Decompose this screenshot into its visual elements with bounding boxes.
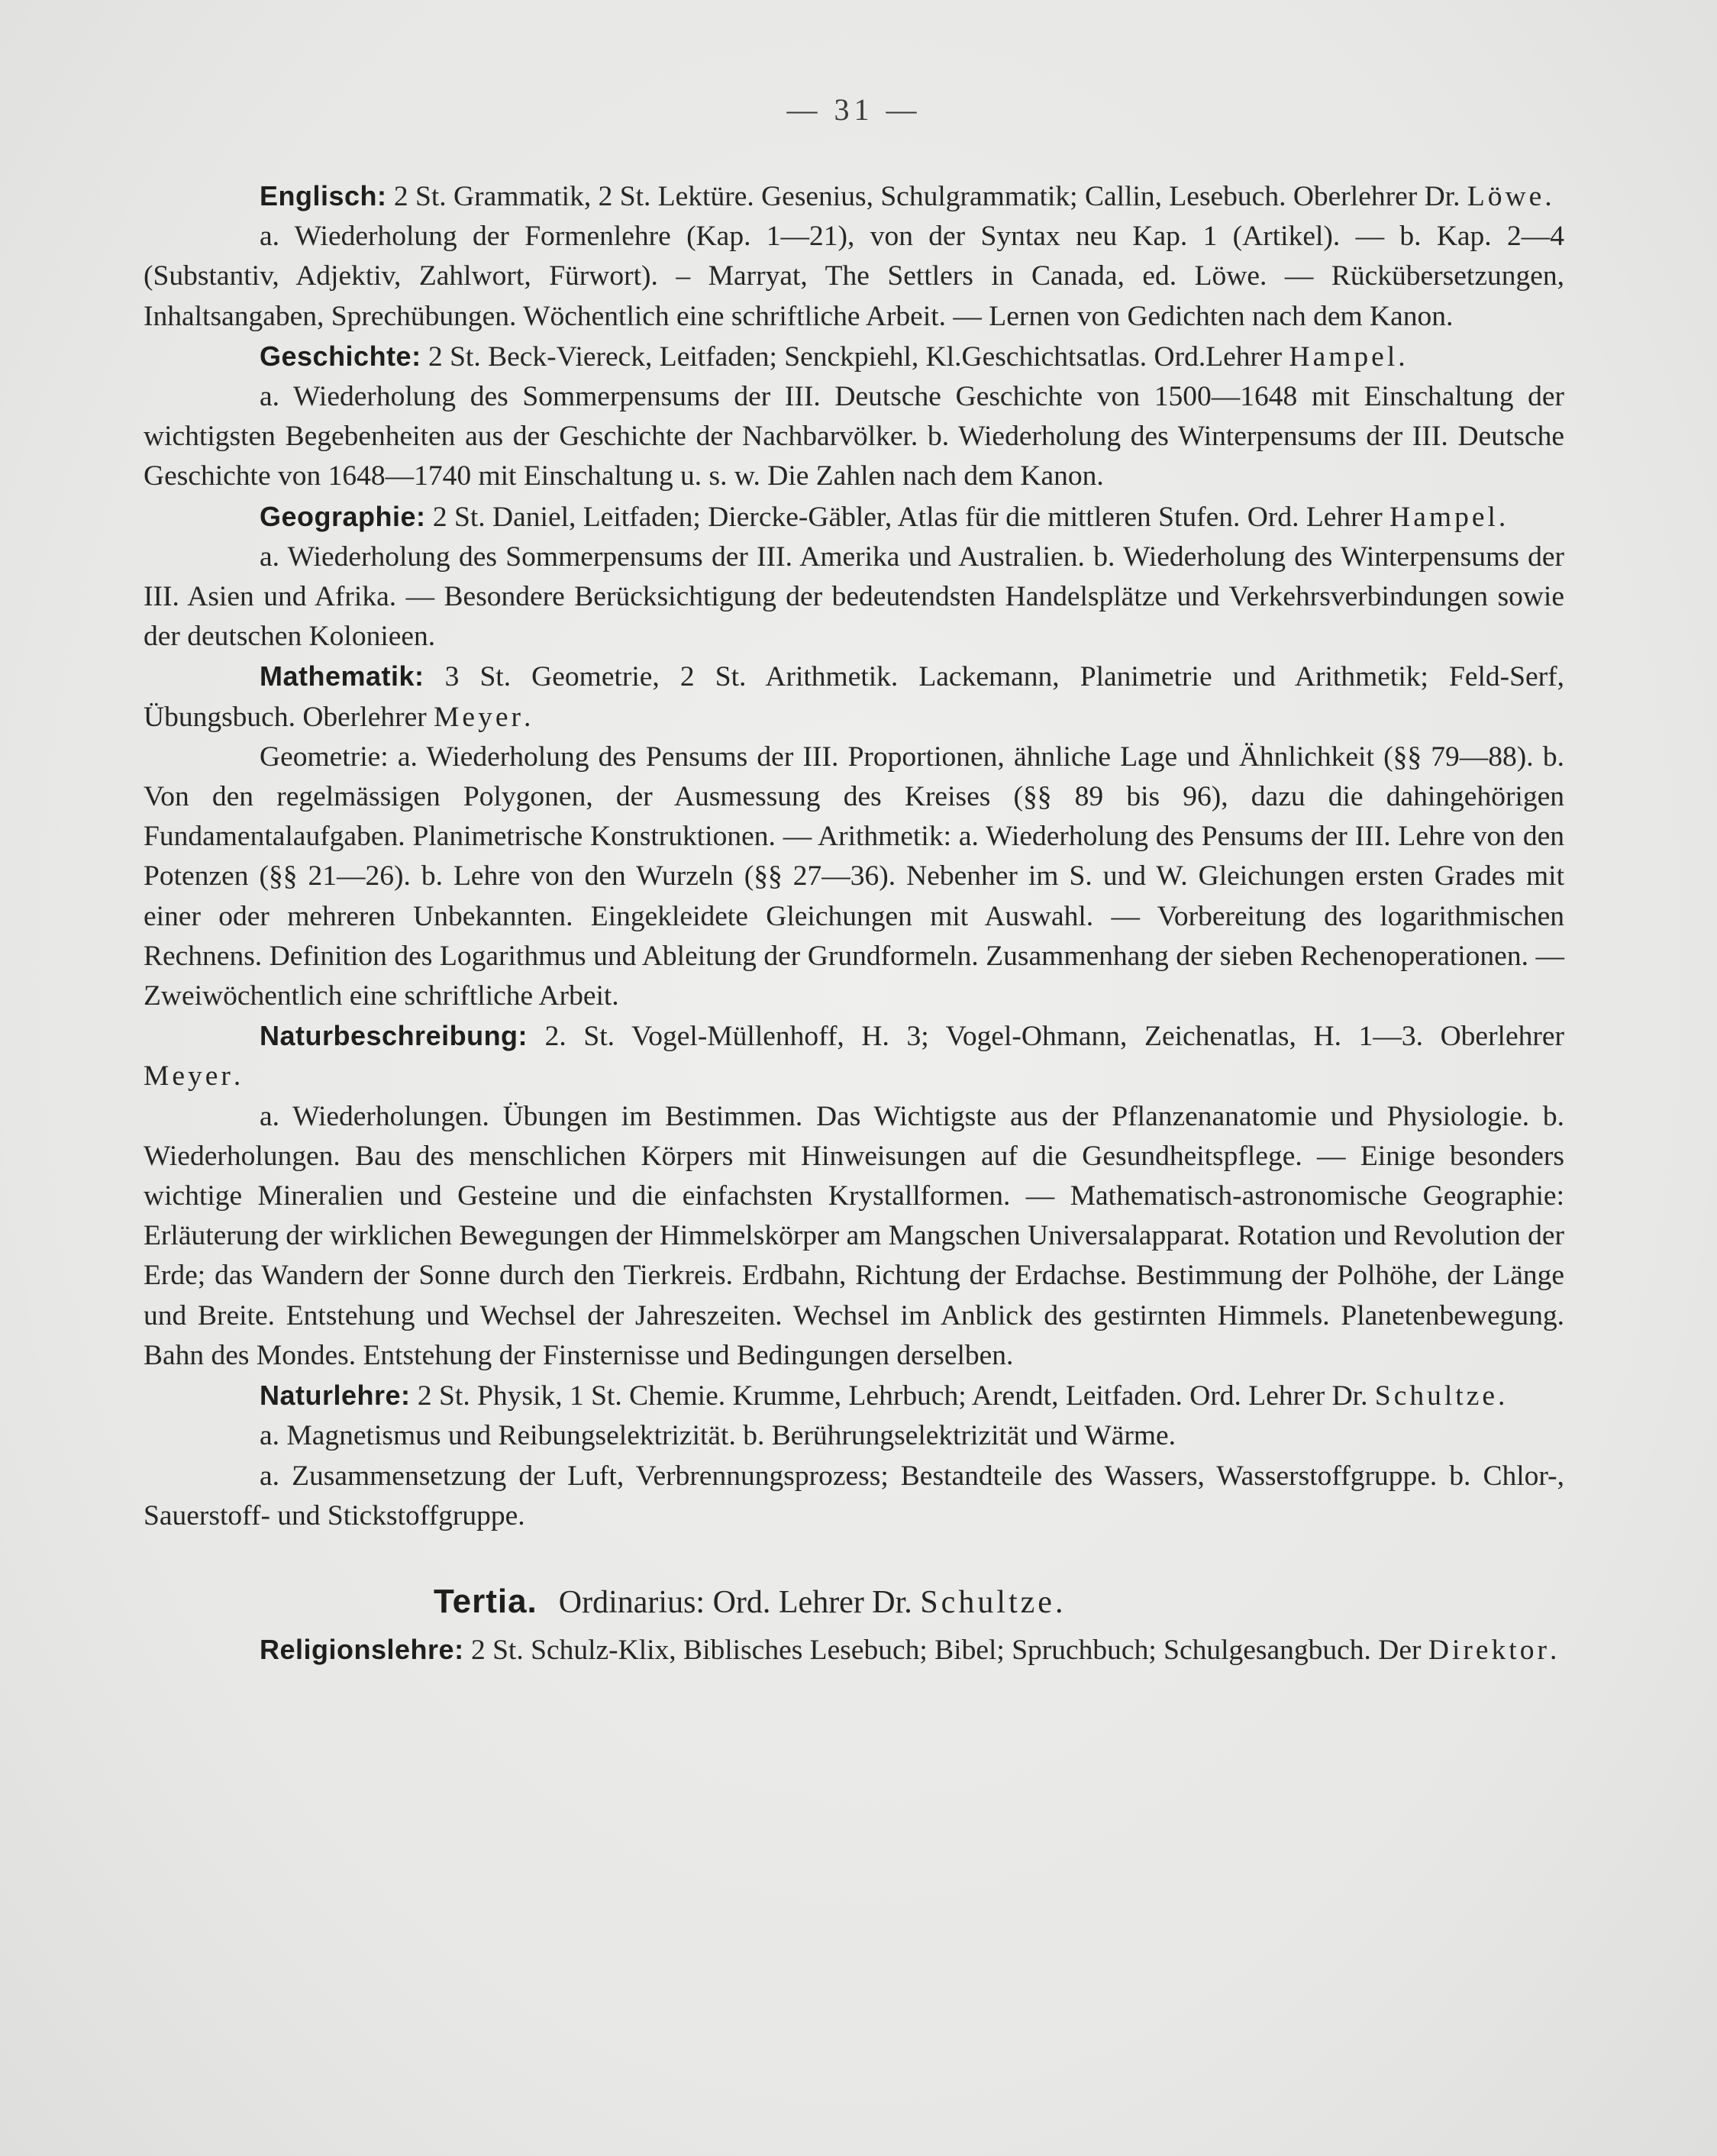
- teacher-name: Hampel: [1289, 341, 1399, 373]
- info-end: .: [233, 1060, 241, 1093]
- subject-info: 2 St. Grammatik, 2 St. Lektüre. Gesenius, Schulgrammatik; Callin, Lesebuch. Oberlehrer Dr.: [386, 181, 1467, 212]
- info-end: .: [1398, 341, 1406, 373]
- entry-naturlehre-details-1: a. Magnetismus und Reibungselektrizität. b. Berührungselektrizität und Wärme.: [260, 1420, 1176, 1452]
- entry-geschichte-header: [144, 337, 1564, 377]
- subject-label: Geographie:: [260, 500, 426, 532]
- info-end: .: [1549, 1634, 1557, 1666]
- teacher-name: Meyer: [434, 701, 524, 733]
- info-end: .: [1498, 501, 1506, 533]
- subject-info: 2. St. Vogel-Müllenhoff, H. 3; Vogel-Ohmann, Zeichenatlas, H. 1—3. Oberlehrer: [528, 1021, 1564, 1053]
- section-title: Tertia.: [434, 1582, 537, 1620]
- teacher-name: Hampel: [1389, 501, 1499, 533]
- section-heading: [144, 1580, 1564, 1624]
- subject-label: Mathematik:: [260, 660, 424, 692]
- teacher-name: Löwe: [1467, 181, 1545, 212]
- subject-info: 2 St. Schulz-Klix, Biblisches Lesebuch; Bibel; Spruchbuch; Schulgesangbuch. Der: [463, 1634, 1428, 1666]
- entry-naturlehre-details-2: a. Zusammensetzung der Luft, Verbrennungsprozess; Bestandteile des Wassers, Wasserstoffgruppe. b. Chlor-, Sauerstoff- und Stickstoffgruppe.: [144, 1460, 1564, 1531]
- subject-info: 2 St. Beck-Viereck, Leitfaden; Senckpiehl, Kl.Geschichtsatlas. Ord.Lehrer: [421, 341, 1289, 373]
- entry-religionslehre-header: [144, 1630, 1564, 1670]
- subject-label: Englisch:: [260, 180, 387, 211]
- subject-label: Naturbeschreibung:: [260, 1020, 528, 1052]
- subject-info: 3 St. Geometrie, 2 St. Arithmetik. Lackemann, Planimetrie und Arithmetik; Feld-Serf, Übungsbuch. Oberlehrer: [144, 661, 1564, 733]
- entry-geographie-header: [144, 497, 1564, 537]
- subject-info: 2 St. Daniel, Leitfaden; Diercke-Gäbler, Atlas für die mittleren Stufen. Ord. Lehrer: [425, 501, 1390, 533]
- subject-label: Religionslehre:: [260, 1633, 464, 1665]
- ordinarius-end: .: [1054, 1584, 1063, 1620]
- page-number: — 31 —: [786, 92, 921, 127]
- teacher-name: Schultze: [1374, 1380, 1498, 1412]
- entry-naturbeschreibung-header: [144, 1016, 1564, 1096]
- teacher-name: Meyer: [144, 1060, 234, 1093]
- entry-geographie-details: a. Wiederholung des Sommerpensums der III. Amerika und Australien. b. Wiederholung des Winterpensums der III. Asien und Afrika. — Besondere Berücksichtigung der bedeutendsten Handelsplätze und Verkehrsverbindungen sowie der deutschen Kolonieen.: [144, 541, 1564, 653]
- entry-geschichte-details: a. Wiederholung des Sommerpensums der III. Deutsche Geschichte von 1500—1648 mit Einschaltung der wichtigsten Begebenheiten aus der Geschichte der Nachbarvölker. b. Wiederholung des Winterpensums der III. Deutsche Geschichte von 1648—1740 mit Einschaltung u. s. w. Die Zahlen nach dem Kanon.: [144, 381, 1564, 492]
- info-end: .: [1498, 1380, 1506, 1412]
- subject-label: Naturlehre:: [260, 1380, 411, 1412]
- entry-englisch-details: a. Wiederholung der Formenlehre (Kap. 1—21), von der Syntax neu Kap. 1 (Artikel). — b. Kap. 2—4 (Substantiv, Adjektiv, Zahlwort, Fürwort). – Marryat, The Settlers in Canada, ed. Löwe. — Rückübersetzungen, Inhaltsangaben, Sprechübungen. Wöchentlich eine schriftliche Arbeit. — Lernen von Gedichten nach dem Kanon.: [144, 221, 1564, 332]
- entry-mathematik-details: Geometrie: a. Wiederholung des Pensums der III. Proportionen, ähnliche Lage und Ähnlichkeit (§§ 79—88). b. Von den regelmässigen Polygonen, der Ausmessung des Kreises (§§ 89 bis 96), dazu die dahingehörigen Fundamentalaufgaben. Planimetrische Konstruktionen. — Arithmetik: a. Wiederholung des Pensums der III. Lehre von den Potenzen (§§ 21—26). b. Lehre von den Wurzeln (§§ 27—36). Nebenher im S. und W. Gleichungen ersten Grades mit einer oder mehreren Unbekannten. Eingekleidete Gleichungen mit Auswahl. — Vorbereitung des logarithmischen Rechnens. Definition des Logarithmus und Ableitung der Grundformeln. Zusammenhang der sieben Rechenoperationen. — Zweiwöchentlich eine schriftliche Arbeit.: [144, 741, 1564, 1012]
- teacher-name: Direktor: [1428, 1634, 1550, 1666]
- entry-naturlehre-header: [144, 1376, 1564, 1416]
- ordinarius-text: Ordinarius: Ord. Lehrer Dr.: [558, 1584, 921, 1620]
- entry-mathematik-header: [144, 657, 1564, 737]
- entry-englisch-header: [144, 176, 1564, 217]
- subject-label: Geschichte:: [260, 340, 421, 372]
- info-end: .: [1544, 181, 1552, 212]
- ordinarius-name: Schultze: [920, 1584, 1055, 1620]
- entry-naturbeschreibung-details: a. Wiederholungen. Übungen im Bestimmen. Das Wichtigste aus der Pflanzenanatomie und Physiologie. b. Wiederholungen. Bau des menschlichen Körpers mit Hinweisungen auf die Gesundheitspflege. — Einige besonders wichtige Mineralien und Gesteine und die einfachsten Krystallformen. — Mathematisch-astronomische Geographie: Erläuterung der wirklichen Bewegungen der Himmelskörper am Mangschen Universalapparat. Rotation und Revolution der Erde; das Wandern der Sonne durch den Tierkreis. Erdbahn, Richtung der Erdachse. Bestimmung der Polhöhe, der Länge und Breite. Entstehung und Wechsel der Jahreszeiten. Wechsel im Anblick des gestirnten Himmels. Planetenbewegung. Bahn des Mondes. Entstehung der Finsternisse und Bedingungen derselben.: [144, 1100, 1564, 1371]
- subject-info: 2 St. Physik, 1 St. Chemie. Krumme, Lehrbuch; Arendt, Leitfaden. Ord. Lehrer Dr.: [410, 1380, 1375, 1412]
- info-end: .: [523, 701, 531, 733]
